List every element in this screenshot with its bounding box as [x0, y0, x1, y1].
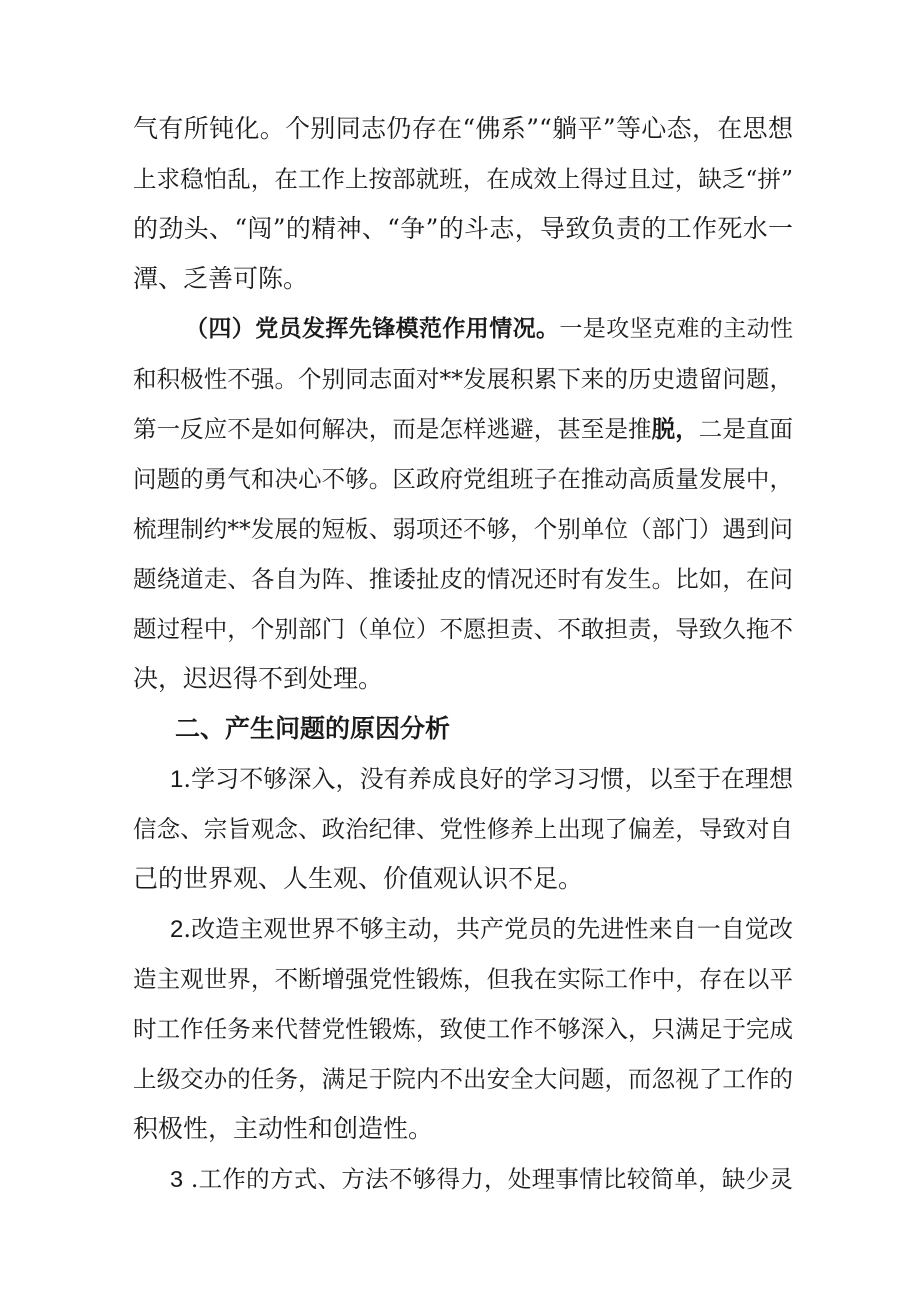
text-line: 上求稳怕乱，在工作上按部就班，在成效上得过且过，缺乏“拼”: [133, 165, 793, 193]
text-span: .工作的方式、方法不够得力，处理事情比较简单，缺少灵: [183, 1165, 793, 1193]
text-line: 信念、宗旨观念、政治纪律、党性修养上出现了偏差，导致对自: [133, 815, 793, 843]
text-line: 造主观世界，不断增强党性锻炼，但我在实际工作中，存在以平: [133, 965, 793, 993]
text-line: 潭、乏善可陈。: [133, 264, 309, 293]
text-line: [133, 412, 793, 446]
text-line: 时工作任务来代替党性锻炼，致使工作不够深入，只满足于完成: [133, 1015, 793, 1043]
text-line: 气有所钝化。个别同志仍存在“佛系”“躺平”等心态，在思想: [133, 114, 793, 143]
part-2-heading: 二、产生问题的原因分析: [175, 714, 451, 743]
section-4-first-line: [185, 312, 793, 346]
item-2-first-line: [170, 912, 793, 947]
bold-text-span: 脱，: [651, 415, 699, 443]
text-line: 积极性，主动性和创造性。: [133, 1114, 434, 1143]
text-line: 和积极性不强。个别同志面对**发展积累下来的历史遗留问题，: [133, 365, 793, 393]
item-3-first-line: [170, 1162, 793, 1196]
text-line: 题绕道走、各自为阵、推诿扯皮的情况还时有发生。比如，在问: [133, 565, 793, 593]
text-line: 的劲头、“闯”的精神、“争”的斗志，导致负责的工作死水一: [133, 214, 793, 243]
text-span: 二是直面: [698, 415, 794, 443]
text-line: 问题的勇气和决心不够。区政府党组班子在推动高质量发展中，: [133, 465, 793, 493]
text-span: .学习不够深入，没有养成良好的学习习惯，以至于在理想: [183, 765, 793, 793]
text-span: .改造主观世界不够主动，共产党员的先进性来自一自觉改: [183, 915, 793, 943]
text-line: 题过程中，个别部门（单位）不愿担责、不敢担责，导致久拖不: [133, 615, 793, 643]
text-line: 上级交办的任务，满足于院内不出安全大问题，而忽视了工作的: [133, 1065, 793, 1093]
item-number: 1: [170, 766, 184, 793]
text-span: 一是攻坚克难的主动性: [559, 316, 794, 342]
text-line: 决，迟迟得不到处理。: [133, 664, 384, 693]
text-line: 己的世界观、人生观、价值观认识不足。: [133, 864, 584, 893]
item-number: 2: [170, 916, 184, 943]
item-1-first-line: [170, 762, 793, 797]
item-number: 3: [170, 1166, 184, 1192]
text-span: 第一反应不是如何解决，而是怎样逃避，甚至是推: [133, 415, 652, 443]
text-line: 梳理制约**发展的短板、弱项还不够，个别单位（部门）遇到问: [133, 515, 793, 543]
section-4-heading: （四）党员发挥先锋模范作用情况。: [185, 316, 560, 342]
